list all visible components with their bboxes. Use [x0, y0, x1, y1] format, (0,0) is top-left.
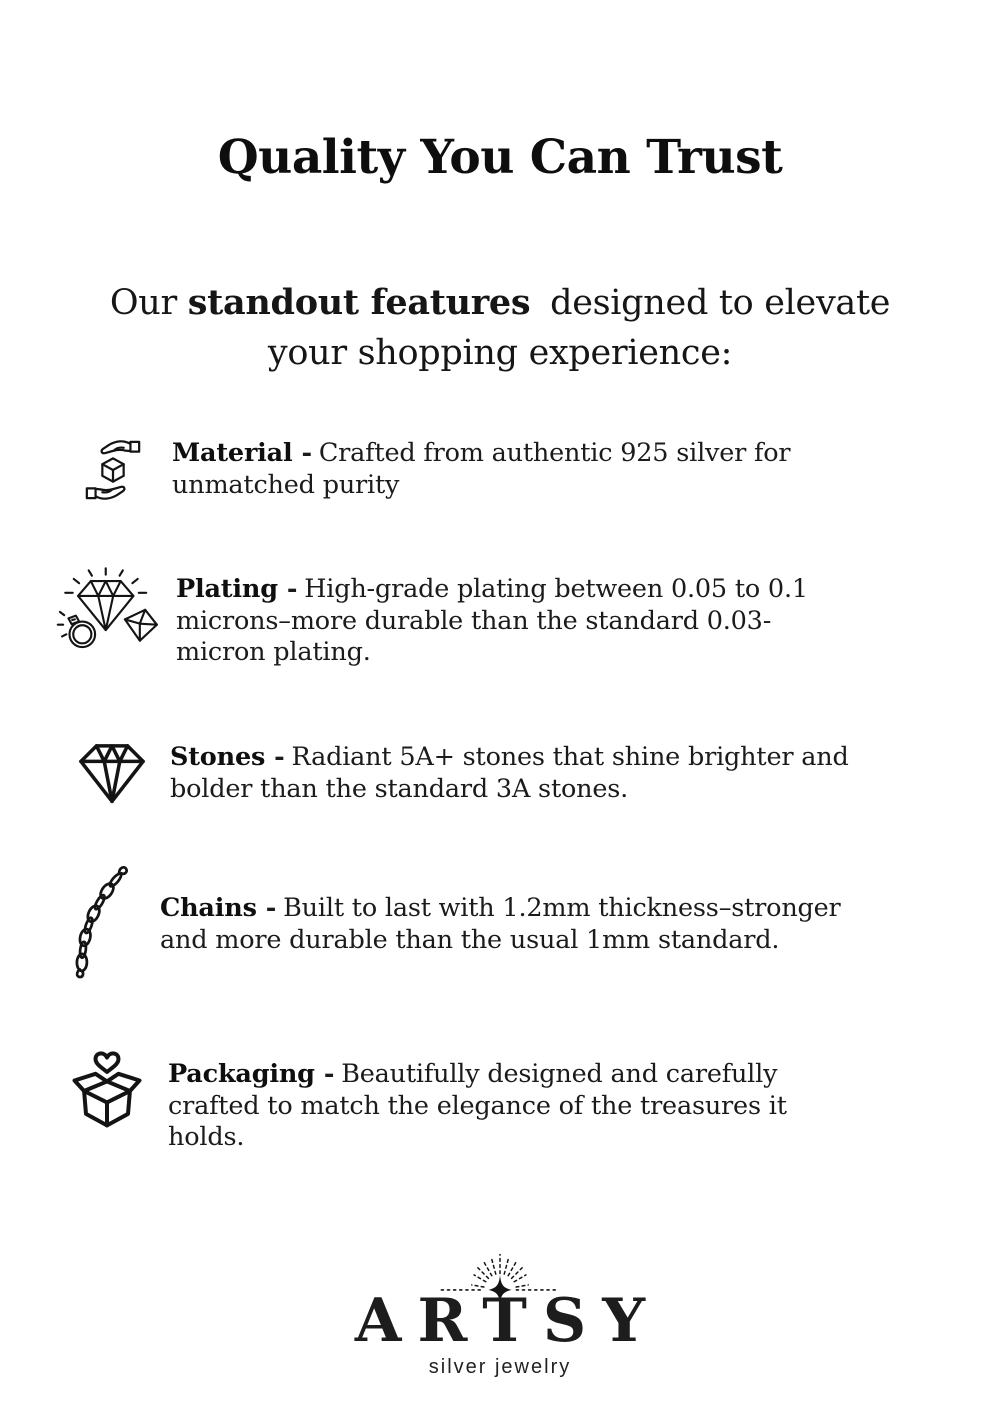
feature-separator: - — [265, 893, 277, 923]
feature-label: Chains — [160, 893, 257, 923]
hands-holding-cube-icon — [82, 436, 144, 504]
intro-prefix: Our — [109, 283, 188, 323]
brand-tagline: silver jewelry — [428, 1356, 572, 1378]
feature-description: Built to last with 1.2mm thickness–stronger and more durable than the usual 1mm standard. — [160, 893, 841, 955]
sparkling-jewelry-icon — [56, 564, 164, 662]
chain-icon — [58, 858, 138, 984]
feature-label: Plating — [176, 574, 278, 604]
feature-separator: - — [286, 574, 298, 604]
feature-packaging — [168, 1059, 868, 1154]
brand-name: ARTSY — [354, 1286, 662, 1356]
feature-description: Beautifully designed and carefully crafted to match the elegance of the treasures it holds. — [168, 1059, 787, 1152]
feature-label: Stones — [170, 742, 266, 772]
intro-highlight: standout features — [187, 282, 531, 323]
feature-separator: - — [274, 742, 285, 772]
intro-text — [100, 278, 900, 378]
feature-description: High-grade plating between 0.05 to 0.1 microns–more durable than the standard 0.03-micron plating. — [176, 574, 808, 667]
page-title: Quality You Can Trust — [217, 130, 783, 186]
feature-separator: - — [301, 438, 312, 468]
gift-box-heart-icon — [70, 1049, 144, 1133]
feature-label: Packaging — [168, 1059, 315, 1089]
feature-stones — [170, 742, 882, 805]
feature-label: Material — [172, 438, 293, 468]
feature-chains — [160, 893, 860, 956]
feature-description: Radiant 5A+ stones that shine brighter and bolder than the standard 3A stones. — [170, 742, 849, 804]
feature-plating — [176, 574, 846, 669]
diamond-icon — [72, 737, 152, 808]
feature-separator: - — [323, 1059, 335, 1089]
intro-suffix: designed to elevate your shopping experience: — [267, 283, 891, 373]
feature-material — [172, 438, 872, 501]
feature-description: Crafted from authentic 925 silver for unmatched purity — [172, 438, 791, 500]
